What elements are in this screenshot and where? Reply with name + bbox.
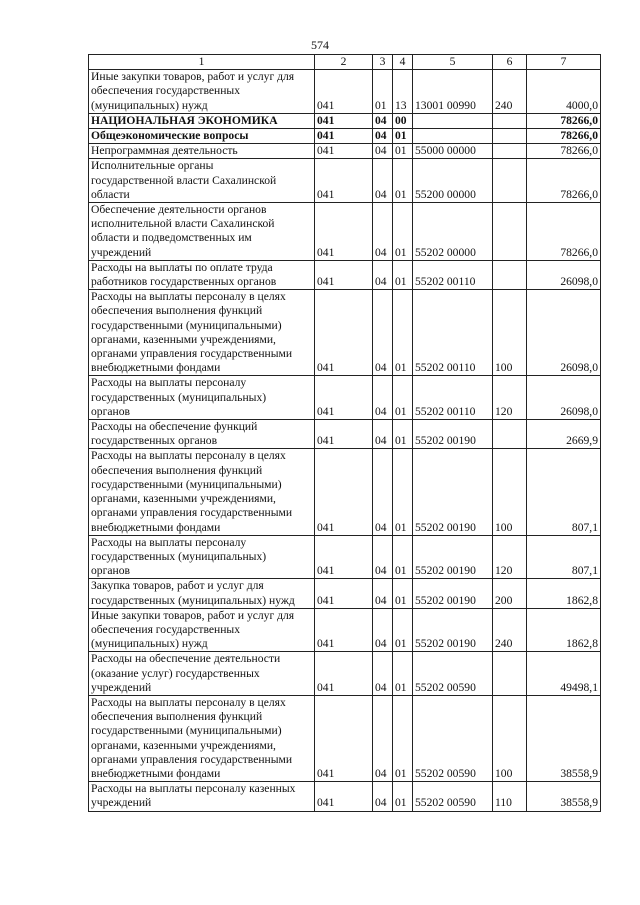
row-section-cell: 04 — [373, 290, 393, 376]
row-ministry-code-cell: 041 — [315, 144, 373, 159]
table-row — [89, 113, 601, 128]
row-subsection-cell: 01 — [393, 782, 413, 811]
row-ministry-code-cell: 041 — [315, 449, 373, 535]
row-ministry-code-cell: 041 — [315, 420, 373, 449]
row-amount-cell: 78266,0 — [527, 159, 601, 203]
row-amount-cell: 49498,1 — [527, 652, 601, 696]
row-name-cell: Расходы на выплаты по оплате труда работников государственных органов — [89, 260, 315, 289]
row-expense-type-cell — [493, 203, 527, 261]
row-name-cell: Непрограммная деятельность — [89, 144, 315, 159]
row-name-cell: Расходы на выплаты персоналу казенных учреждений — [89, 782, 315, 811]
row-ministry-code-cell: 041 — [315, 695, 373, 781]
row-name-cell: Расходы на обеспечение функций государственных органов — [89, 420, 315, 449]
row-expense-type-cell: 120 — [493, 535, 527, 579]
row-subsection-cell: 01 — [393, 608, 413, 652]
table-row — [89, 695, 601, 781]
table-row — [89, 535, 601, 579]
row-amount-cell: 26098,0 — [527, 260, 601, 289]
row-subsection-cell: 01 — [393, 260, 413, 289]
row-target-article-cell: 55202 00190 — [413, 579, 493, 608]
row-amount-cell: 78266,0 — [527, 203, 601, 261]
row-amount-cell: 1862,8 — [527, 608, 601, 652]
row-subsection-cell: 01 — [393, 695, 413, 781]
row-subsection-cell: 01 — [393, 159, 413, 203]
table-row — [89, 376, 601, 420]
row-name-cell: Расходы на выплаты персоналу в целях обеспечения выполнения функций государственными (муниципальными) органами, казенными учреждениями, органами управления государственными внебюджетными фондами — [89, 290, 315, 376]
column-number-row — [89, 55, 601, 70]
row-target-article-cell: 55202 00190 — [413, 449, 493, 535]
row-target-article-cell: 55202 00110 — [413, 376, 493, 420]
row-name-cell: Расходы на выплаты персоналу в целях обеспечения выполнения функций государственными (муниципальными) органами, казенными учреждениями, органами управления государственными внебюджетными фондами — [89, 695, 315, 781]
table-row — [89, 608, 601, 652]
row-subsection-cell: 01 — [393, 652, 413, 696]
row-section-cell: 04 — [373, 652, 393, 696]
row-target-article-cell: 13001 00990 — [413, 70, 493, 114]
row-subsection-cell: 01 — [393, 579, 413, 608]
row-section-cell: 04 — [373, 420, 393, 449]
row-section-cell: 04 — [373, 782, 393, 811]
row-target-article-cell: 55202 00190 — [413, 420, 493, 449]
row-name-cell: НАЦИОНАЛЬНАЯ ЭКОНОМИКА — [89, 113, 315, 128]
row-ministry-code-cell: 041 — [315, 652, 373, 696]
row-section-cell: 04 — [373, 144, 393, 159]
column-header-6: 6 — [493, 55, 527, 70]
row-ministry-code-cell: 041 — [315, 608, 373, 652]
row-amount-cell: 38558,9 — [527, 782, 601, 811]
row-expense-type-cell: 100 — [493, 449, 527, 535]
row-expense-type-cell: 240 — [493, 70, 527, 114]
row-target-article-cell — [413, 129, 493, 144]
table-row — [89, 449, 601, 535]
row-expense-type-cell — [493, 113, 527, 128]
table-row — [89, 290, 601, 376]
row-target-article-cell: 55000 00000 — [413, 144, 493, 159]
column-header-3: 3 — [373, 55, 393, 70]
row-amount-cell: 807,1 — [527, 535, 601, 579]
table-row — [89, 203, 601, 261]
row-name-cell: Расходы на обеспечение деятельности (оказание услуг) государственных учреждений — [89, 652, 315, 696]
row-expense-type-cell — [493, 129, 527, 144]
row-expense-type-cell — [493, 652, 527, 696]
row-amount-cell: 78266,0 — [527, 113, 601, 128]
row-name-cell: Расходы на выплаты персоналу государственных (муниципальных) органов — [89, 535, 315, 579]
row-ministry-code-cell: 041 — [315, 159, 373, 203]
page-number: 574 — [311, 38, 329, 52]
row-expense-type-cell: 200 — [493, 579, 527, 608]
row-target-article-cell: 55202 00000 — [413, 203, 493, 261]
row-name-cell: Расходы на выплаты персоналу государственных (муниципальных) органов — [89, 376, 315, 420]
table-row — [89, 652, 601, 696]
row-amount-cell: 26098,0 — [527, 376, 601, 420]
row-name-cell: Иные закупки товаров, работ и услуг для обеспечения государственных (муниципальных) нужд — [89, 70, 315, 114]
row-name-cell: Исполнительные органы государственной власти Сахалинской области — [89, 159, 315, 203]
row-section-cell: 04 — [373, 608, 393, 652]
table-row — [89, 579, 601, 608]
row-section-cell: 04 — [373, 535, 393, 579]
table-row — [89, 159, 601, 203]
row-amount-cell: 807,1 — [527, 449, 601, 535]
row-target-article-cell: 55202 00190 — [413, 608, 493, 652]
row-ministry-code-cell: 041 — [315, 782, 373, 811]
row-target-article-cell: 55202 00190 — [413, 535, 493, 579]
row-ministry-code-cell: 041 — [315, 129, 373, 144]
row-ministry-code-cell: 041 — [315, 535, 373, 579]
row-name-cell: Расходы на выплаты персоналу в целях обеспечения выполнения функций государственными (муниципальными) органами, казенными учреждениями, органами управления государственными внебюджетными фондами — [89, 449, 315, 535]
row-expense-type-cell: 100 — [493, 695, 527, 781]
column-header-2: 2 — [315, 55, 373, 70]
row-name-cell: Иные закупки товаров, работ и услуг для обеспечения государственных (муниципальных) нужд — [89, 608, 315, 652]
row-subsection-cell: 01 — [393, 144, 413, 159]
row-expense-type-cell: 120 — [493, 376, 527, 420]
row-amount-cell: 78266,0 — [527, 144, 601, 159]
row-expense-type-cell — [493, 260, 527, 289]
row-ministry-code-cell: 041 — [315, 376, 373, 420]
row-target-article-cell: 55202 00110 — [413, 290, 493, 376]
row-target-article-cell: 55200 00000 — [413, 159, 493, 203]
row-subsection-cell: 01 — [393, 129, 413, 144]
row-section-cell: 04 — [373, 113, 393, 128]
column-header-1: 1 — [89, 55, 315, 70]
row-ministry-code-cell: 041 — [315, 203, 373, 261]
column-header-5: 5 — [413, 55, 493, 70]
row-subsection-cell: 01 — [393, 203, 413, 261]
table-row — [89, 144, 601, 159]
row-ministry-code-cell: 041 — [315, 113, 373, 128]
row-amount-cell: 78266,0 — [527, 129, 601, 144]
row-expense-type-cell: 100 — [493, 290, 527, 376]
row-section-cell: 04 — [373, 376, 393, 420]
table-row — [89, 129, 601, 144]
table-row — [89, 260, 601, 289]
table-row — [89, 782, 601, 811]
row-subsection-cell: 00 — [393, 113, 413, 128]
table-row — [89, 420, 601, 449]
row-section-cell: 04 — [373, 129, 393, 144]
row-name-cell: Обеспечение деятельности органов исполнительной власти Сахалинской области и подведомственных им учреждений — [89, 203, 315, 261]
row-expense-type-cell: 240 — [493, 608, 527, 652]
row-target-article-cell: 55202 00590 — [413, 652, 493, 696]
row-section-cell: 04 — [373, 260, 393, 289]
row-amount-cell: 1862,8 — [527, 579, 601, 608]
row-section-cell: 04 — [373, 579, 393, 608]
row-expense-type-cell: 110 — [493, 782, 527, 811]
row-subsection-cell: 01 — [393, 290, 413, 376]
budget-table — [88, 54, 601, 812]
row-amount-cell: 26098,0 — [527, 290, 601, 376]
row-target-article-cell — [413, 113, 493, 128]
row-name-cell: Общеэкономические вопросы — [89, 129, 315, 144]
row-ministry-code-cell: 041 — [315, 579, 373, 608]
row-subsection-cell: 01 — [393, 420, 413, 449]
row-subsection-cell: 01 — [393, 449, 413, 535]
row-ministry-code-cell: 041 — [315, 70, 373, 114]
row-name-cell: Закупка товаров, работ и услуг для государственных (муниципальных) нужд — [89, 579, 315, 608]
row-subsection-cell: 01 — [393, 535, 413, 579]
budget-table-body — [89, 55, 601, 812]
column-header-4: 4 — [393, 55, 413, 70]
row-target-article-cell: 55202 00590 — [413, 695, 493, 781]
row-ministry-code-cell: 041 — [315, 260, 373, 289]
row-section-cell: 04 — [373, 203, 393, 261]
table-row — [89, 70, 601, 114]
row-ministry-code-cell: 041 — [315, 290, 373, 376]
row-section-cell: 04 — [373, 695, 393, 781]
row-section-cell: 04 — [373, 159, 393, 203]
row-subsection-cell: 13 — [393, 70, 413, 114]
row-section-cell: 01 — [373, 70, 393, 114]
row-target-article-cell: 55202 00590 — [413, 782, 493, 811]
column-header-7: 7 — [527, 55, 601, 70]
row-expense-type-cell — [493, 159, 527, 203]
row-amount-cell: 2669,9 — [527, 420, 601, 449]
row-section-cell: 04 — [373, 449, 393, 535]
row-expense-type-cell — [493, 144, 527, 159]
row-amount-cell: 4000,0 — [527, 70, 601, 114]
row-target-article-cell: 55202 00110 — [413, 260, 493, 289]
row-subsection-cell: 01 — [393, 376, 413, 420]
row-amount-cell: 38558,9 — [527, 695, 601, 781]
row-expense-type-cell — [493, 420, 527, 449]
